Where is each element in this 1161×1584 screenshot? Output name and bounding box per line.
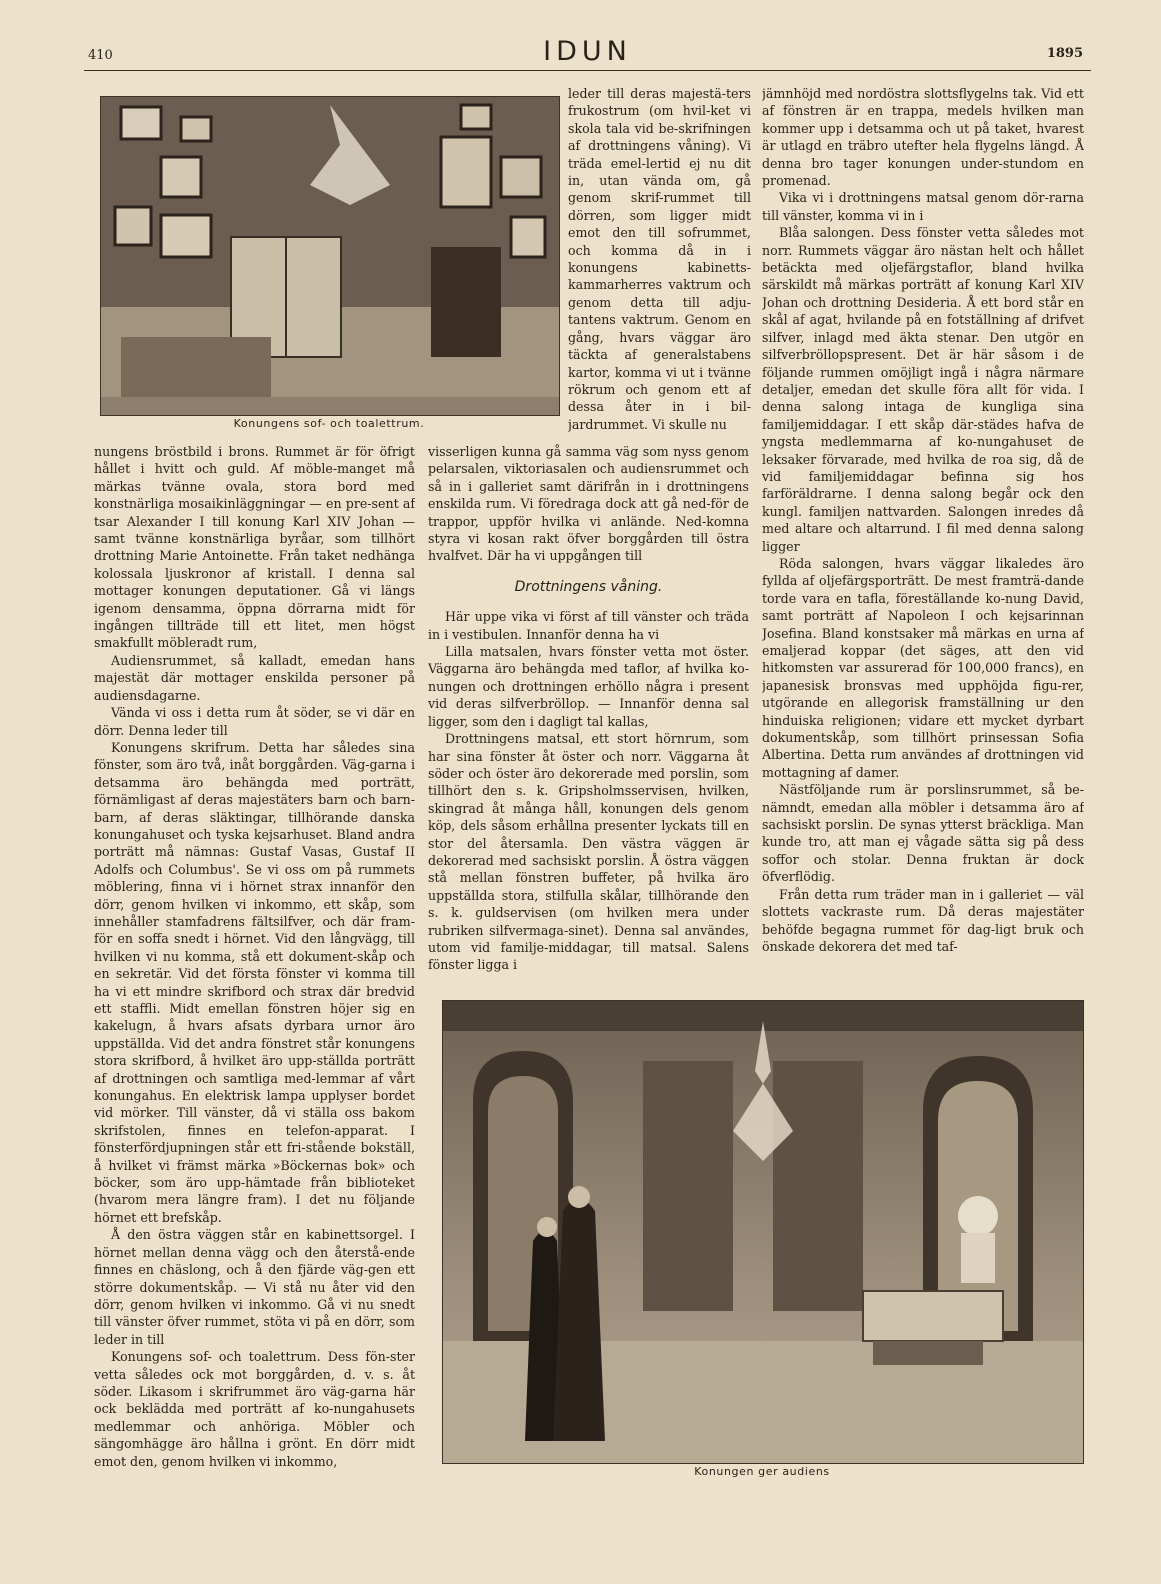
paragraph: visserligen kunna gå samma väg som nyss genom pelarsalen, viktoriasalen och audiensrummet och så in i galleriet samt därifrån in i drottningens enskilda rum. Vi föredraga dock att gå ned-för de trappor, uppför hvilka vi anlände. Ned-komna styra vi kosan rakt öfver borggården till östra hvalfvet. Där ha vi uppgången till bbox=[428, 444, 749, 564]
audience-photo bbox=[442, 1000, 1084, 1464]
page-number: 410 bbox=[88, 48, 113, 63]
column-3 bbox=[762, 85, 1084, 983]
column-1 bbox=[94, 443, 415, 1487]
paragraph: Röda salongen, hvars väggar likaledes äro fyllda af oljefärgsporträtt. De mest framträ-dande torde vara en tafla, föreställande ko-nung David, samt porträtt af Napoleon I och kejsarinnan Josefina. Bland konstsaker må märkas en urna af emaljerad koppar (det säges, att den vid hitkomsten var assurerad för 100,000 francs), en japanesisk bronsvas med upphöjda figu-rer, utgörande en allegorisk framställning ur den hinduiska religionen; vidare ett mycket dyrbart dokumentskåp, som tillhört prinsessan Sofia Albertina. Detta rum användes af drottningen vid mottagning af damer. bbox=[762, 555, 1084, 780]
paragraph: Här uppe vika vi först af till vänster och träda in i vestibulen. Innanför denna ha vi bbox=[428, 609, 749, 642]
paragraph: Nästföljande rum är porslinsrummet, så be-nämndt, emedan alla möbler i detsamma äro af sachsiskt porslin. De synas ytterst bräckliga. Man kunde tro, att man ej vågade sätta sig på dess soffor och stolar. Denna fruktan är dock öfverflödig. bbox=[762, 782, 1084, 885]
paragraph: leder till deras majestä-ters frukostrum (om hvil-ket vi skola tala vid be-skrifningen af drottningens våning). Vi träda emel-lertid ej nu dit in, utan vända om, gå genom skrif-rummet till dörren, som ligger midt emot den till sofrummet, och komma då in i konungens kabinetts-kammarherres vaktrum och genom detta till adju-tantens vaktrum. Genom en gång, hvars väggar äro täckta af generalstabens kartor, komma vi ut i tvänne rökrum och genom ett af dessa åter in i bil-jardrummet. Vi skulle nu bbox=[568, 86, 751, 432]
paragraph: nungens bröstbild i brons. Rummet är för öfrigt hållet i hvitt och guld. Af möble-manget må märkas tvänne ovala, stora bord med konstnärliga mosaikinläggningar — en pre-sent af tsar Alexander I till konung Karl XIV Johan — samt tvänne konstnärliga byråar, som tillhört drottning Marie Antoinette. Från taket nedhänga kolossala ljuskronor af kristall. I denna sal mottager konungen deputationer. Gå vi längs igenom densamma, öppna dörrarna midt för ingången tillträde till ett litet, men högst smakfullt möbleradt rum, bbox=[94, 444, 415, 651]
paragraph: Drottningens matsal, ett stort hörnrum, som har sina fönster åt öster och norr. Väggarna åt söder och öster äro dekorerade med porslin, som tillhört den s. k. Gripsholmsservisen, hvilken, skingrad åt många håll, konungen dels genom köp, dels såsom erhållna presenter lyckats till en stor del återsamla. Den västra väggen är dekorerad med sachsiskt porslin. Å östra väggen stå mellan fönstren buffeter, på hvilka äro uppställda stora, stilfulla skålar, tillhörande den s. k. guldservisen (om hvilken mera under rubriken silfvermaga-sinet). Denna sal användes, utom vid familje-middagar, till matsal. Salens fönster ligga i bbox=[428, 731, 749, 973]
paragraph: Audiensrummet, så kalladt, emedan hans majestät där mottager enskilda personer på audiensdagarne. bbox=[94, 652, 415, 703]
paragraph: Å den östra väggen står en kabinettsorgel. I hörnet mellan denna vägg och den återstå-ende finnes en chäslong, och å den fjärde väg-gen ett större dokumentskåp. — Vi stå nu åter vid den dörr, genom hvilken vi inkommo. Gå vi nu snedt till vänster öfver rummet, stöta vi på en dörr, som leder in till bbox=[94, 1227, 415, 1347]
paragraph: Konungens skrifrum. Detta har således sina fönster, som äro två, inåt borggården. Väg-garna i detsamma äro behängda med porträtt, förnämligast af deras majestäters barn och barn-barn, af deras släktingar, tillhörande danska konungahuset och tyska kejsarhuset. Bland andra porträtt må nämnas: Gustaf Vasas, Gustaf II Adolfs och Columbus'. Se vi oss om på rummets möblering, finna vi i hörnet strax innanför den dörr, genom hvilken vi inkommo, ett skåp, som innehåller stamfadrens fältsilfver, och där fram-för en soffa snedt i hörnet. Vid den långvägg, till hvilken vi nu komma, stå ett dokument-skåp och en sekretär. Vid det första fönster vi komma till ha vi ett mindre skrifbord och strax där bredvid ett staffli. Midt emellan fönstren höjer sig en kakelugn, å hvars afsats dyrbara urnor äro uppställda. Vid det andra fönstret står konungens stora skrifbord, å hvilket äro upp-ställda porträtt af drottningen och samtliga med-lemmar af vårt konungahus. En elektrisk lampa upplyser bordet vid mörker. Till vänster, då vi ställa oss bakom skrifstolen, finnes en telefon-apparat. I fönsterfördjupningen står ett fri-stående bokställ, å hvilket vi främst märka »Böckernas bok» och böcker, som äro upp-hämtade från biblioteket (hvarom mera längre fram). I det nu följande hörnet ett brefskåp. bbox=[94, 739, 415, 1225]
paragraph: Konungens sof- och toalettrum. Dess fön-ster vetta således ock mot borggården, d. v. s. åt söder. Likasom i skrifrummet äro väg-garna här ock beklädda med porträtt af ko-nungahusets medlemmar och anhöriga. Möbler och sängomhägge äro hållna i grönt. En dörr midt emot den, genom hvilken vi inkommo, bbox=[94, 1349, 415, 1469]
section-heading: Drottningens våning. bbox=[514, 578, 663, 595]
paragraph: Från detta rum träder man in i galleriet — väl slottets vackraste rum. Då deras majestäter behöfde begagna rummet för dag-ligt bruk och önskade dekorera det med taf- bbox=[762, 886, 1084, 954]
paragraph: Vända vi oss i detta rum åt söder, se vi där en dörr. Denna leder till bbox=[94, 705, 415, 738]
column-2-top bbox=[568, 85, 751, 442]
magazine-title: IDUN bbox=[543, 36, 632, 67]
header-rule bbox=[84, 70, 1091, 71]
paragraph: jämnhöjd med nordöstra slottsflygelns tak. Vid ett af fönstren är en trappa, medels hvilken man kommer upp i detsamma och ut på taket, hvarest är utlagd en träbro utefter hela flygelns längd. Å denna bro tager konungen under-stundom en promenad. bbox=[762, 86, 1084, 189]
bottom-figure-caption: Konungen ger audiens bbox=[694, 1465, 830, 1478]
paragraph: Blåa salongen. Dess fönster vetta således mot norr. Rummets väggar äro nästan helt och hållet betäckta med oljefärgstaflor, bland hvilka särskildt må märkas porträtt af konung Karl XIV Johan och drottning Desideria. Å ett bord står en skål af agat, hvilande på en fotställning af drifvet silfver, inlagd med äkta stenar. Den utgör en silfverbröllopspresent. Det är här såsom i de följande rummen omöjligt ingå i några närmare detaljer, emedan det skulle föra allt för vida. I denna salong intaga de kungliga sina familjemiddagar. I ett skåp där-städes hafva de yngsta medlemmarna af ko-nungahuset de leksaker förvarade, med hvilka de roa sig, då de vid familjemiddagar befinna sig hos farföräldrarne. I denna salong begår ock den kungl. familjen nattvarden. Salongen inredes då med altare och altarrund. I fil med denna salong ligger bbox=[762, 225, 1084, 554]
running-header bbox=[84, 36, 1091, 70]
bedroom-photo bbox=[100, 96, 560, 416]
paragraph: Vika vi i drottningens matsal genom dör-rarna till vänster, komma vi in i bbox=[762, 190, 1084, 223]
column-2 bbox=[428, 443, 749, 983]
top-figure-caption: Konungens sof- och toalettrum. bbox=[233, 417, 425, 430]
paragraph: Lilla matsalen, hvars fönster vetta mot öster. Väggarna äro behängda med taflor, af hvilka ko-nungen och drottningen erhöllo några i present vid deras silfverbröllop. — Innanför denna sal ligger, som den i dagligt tal kallas, bbox=[428, 644, 749, 729]
year: 1895 bbox=[1046, 46, 1083, 61]
